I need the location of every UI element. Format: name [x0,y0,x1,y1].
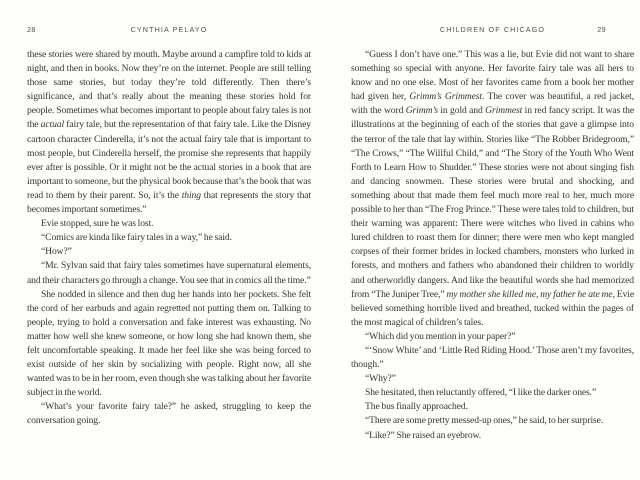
text-segment: The bus finally approached. [365,401,468,413]
text-segment: “Like?” She raised an eyebrow. [365,429,482,441]
text-segment: these stories were shared by mouth. Maybe around a campfire told to kids at night, and then in books. Now they’re on the internet. People are still telling those same stories, but today they’re told differently. Then there’s significance, and that’s really about the meaning these stories hold for people. Sometimes what becomes important to people about fairy tales is not the [27,49,311,131]
text-segment: She hesitated, then reluctantly offered, “I like the darker ones.” [365,387,597,399]
page-right-header [351,25,634,35]
text-segment: in red fancy script. It was the illustrations at the beginning of each of the stories that gave a glimpse into the terror of the tale that lay within. Stories like “The Robber Bridegroom,” “The Crows,” “The Willful Child,” and “The Story of the Youth Who Went Forth to Learn How to Shudder.” These stories were not about singing fish and dancing snowmen. These stories were brutal and shocking, and something about that made them feel much more real to her, much more possible to her than “The Frog Prince.” These were tales told to children, but their warning was apparent: There were witches who lived in cabins who lured children to roast them for dinner; there were men who kept mangled corpses of their former brides in locked chambers, monsters who lurked in forests, and mothers and fathers who abandoned their children to worldly and otherworldly dangers. And like the beautiful words she had memorized from “The Juniper Tree,” [351,105,634,300]
text-segment: “There are some pretty messed-up ones,” he said, to her surprise. [365,415,604,427]
italic-text-segment: Grimm’s Grimmest [409,91,482,103]
paragraph [351,372,634,386]
text-segment: that represents the story that becomes important sometimes.” [27,189,311,216]
text-segment: . The cover was beautiful, a red jacket, with the word [351,91,634,117]
paragraph [351,414,634,428]
italic-text-segment: actual [40,119,65,131]
text-segment: “Comics are kinda like fairy tales in a way,” he said. [41,232,232,244]
page-right [351,0,634,480]
paragraph [27,48,311,217]
text-segment: in gold and [437,105,486,117]
paragraph [27,400,311,428]
paragraph [351,48,634,330]
page-right-text [351,48,634,443]
text-segment: “Guess I don’t have one.” This was a lie, but Evie did not want to share something so special with anyone. Her favorite fairy tale was all hers to know and no one else. Most of her favorites came from a book her mother had given her, [351,49,634,103]
text-segment: , Evie believed something horrible lived and breathed, tucked within the pages of the most magical of children’s tales. [351,288,634,328]
text-segment: “Which did you mention in your paper?” [365,330,516,342]
text-segment: fairy tale, but the representation of that fairy tale. Like the Disney cartoon character Cinderella, it’s not the actual fairy tale that is important to most people, but Cinderella herself, the promise she represents that happily ever after is possible. Or it might not be the actual stories in a book that are important to someone, but the physical book because that’s the book that was read to them by their parent. So, it’s the [27,119,311,201]
text-segment: “‘Snow White’ and ‘Little Red Riding Hood.’ Those aren’t my favorites, though.” [351,344,634,371]
italic-text-segment: Grimm’s [405,105,438,117]
paragraph [27,259,311,287]
paragraph [27,217,311,231]
running-header-author: CYNTHIA PELAYO [130,25,208,34]
italic-text-segment: thing [181,189,201,201]
page-left [27,0,311,480]
paragraph [351,400,634,414]
text-segment: She nodded in silence and then dug her hands into her pockets. She felt the cord of her earbuds and again regretted not putting them on. Talking to people, trying to hold a conversation and fake interest was exhausting. No matter how well she knew someone, or how long she had known them, she felt uncomfortable speaking. It made her feel like she was being forced to exist outside of her skin by socializing with people. Right now, all she wanted was to be in her room, even though she was talking about her favorite subject in the world. [27,288,311,399]
text-segment: “Why?” [365,373,396,385]
running-header-title: CHILDREN OF CHICAGO [439,25,546,34]
page-number-left: 28 [27,25,36,34]
text-segment: “How?” [41,246,72,258]
paragraph [27,245,311,259]
text-segment: “What’s your favorite fairy tale?” he asked, struggling to keep the conversation going. [27,401,311,427]
paragraph [351,344,634,372]
paragraph [351,386,634,400]
italic-text-segment: Grimmest [485,105,523,117]
paragraph [351,330,634,344]
paragraph [27,288,311,401]
page-left-header [27,25,311,35]
page-left-text [27,48,311,429]
paragraph [351,429,634,443]
paragraph [27,231,311,245]
text-segment: “Mr. Sylvan said that fairy tales sometimes have supernatural elements, and their characters go through a change. You see that in comics all the time.” [27,260,311,286]
text-segment: Evie stopped, sure he was lost. [41,218,154,230]
page-number-right: 29 [597,25,606,34]
italic-text-segment: my mother she killed me, my father he ate me [446,288,613,300]
